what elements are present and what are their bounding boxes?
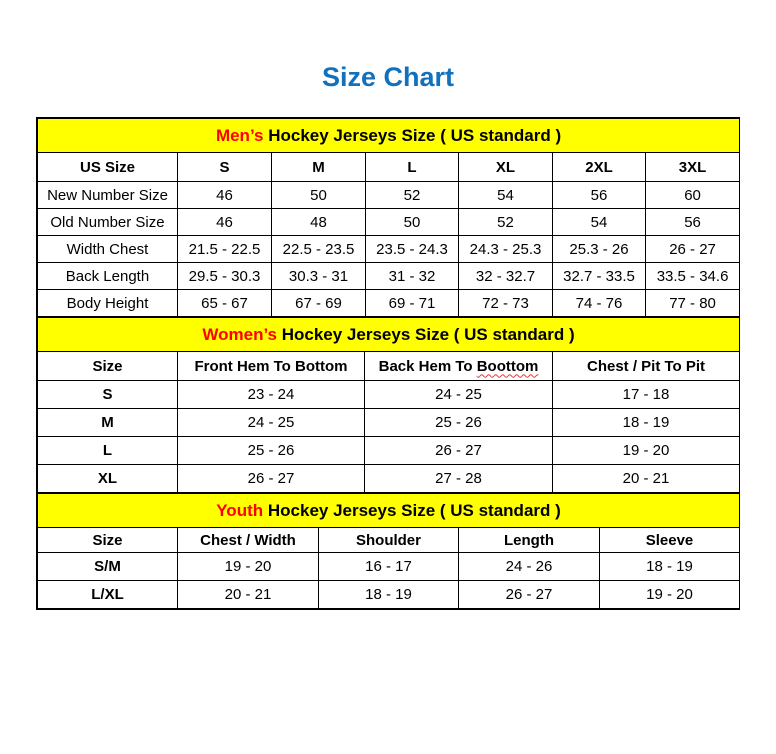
womens-row-label: S — [38, 381, 178, 409]
data-cell: 24 - 26 — [459, 553, 600, 581]
mens-banner-highlight: Men’s — [215, 125, 264, 145]
womens-banner-text: Hockey Jerseys Size ( US standard ) — [281, 324, 575, 344]
data-cell: 65 - 67 — [178, 290, 272, 317]
womens-banner — [38, 318, 740, 352]
data-cell: 22.5 - 23.5 — [272, 236, 366, 263]
data-cell: 24 - 25 — [178, 409, 365, 437]
womens-row-label: M — [38, 409, 178, 437]
youth-banner-row — [38, 494, 740, 528]
data-cell: 52 — [459, 209, 553, 236]
mens-col-header: 3XL — [646, 153, 740, 182]
data-cell: 54 — [459, 182, 553, 209]
data-cell: 46 — [178, 209, 272, 236]
womens-col-header: Front Hem To Bottom — [178, 352, 365, 381]
data-cell: 31 - 32 — [366, 263, 459, 290]
youth-banner — [38, 494, 740, 528]
data-cell: 20 - 21 — [178, 581, 319, 609]
mens-row-label: New Number Size — [38, 182, 178, 209]
data-cell: 23.5 - 24.3 — [366, 236, 459, 263]
womens-col-header — [365, 352, 553, 381]
data-cell: 19 - 20 — [178, 553, 319, 581]
mens-row-label: Body Height — [38, 290, 178, 317]
data-cell: 67 - 69 — [272, 290, 366, 317]
data-cell: 25 - 26 — [365, 409, 553, 437]
mens-banner — [38, 119, 740, 153]
mens-row-label: Width Chest — [38, 236, 178, 263]
data-cell: 74 - 76 — [553, 290, 646, 317]
youth-row-label: S/M — [38, 553, 178, 581]
data-cell: 18 - 19 — [319, 581, 459, 609]
womens-table-row — [38, 409, 740, 437]
mens-col-header: US Size — [38, 153, 178, 182]
data-cell: 19 - 20 — [600, 581, 740, 609]
youth-table-row — [38, 581, 740, 609]
mens-table-row — [38, 236, 740, 263]
data-cell: 25.3 - 26 — [553, 236, 646, 263]
youth-column-header-row — [38, 528, 740, 553]
data-cell: 69 - 71 — [366, 290, 459, 317]
data-cell: 29.5 - 30.3 — [178, 263, 272, 290]
data-cell: 19 - 20 — [553, 437, 740, 465]
data-cell: 26 - 27 — [178, 465, 365, 493]
data-cell: 32.7 - 33.5 — [553, 263, 646, 290]
size-chart-page — [0, 62, 776, 754]
data-cell: 32 - 32.7 — [459, 263, 553, 290]
youth-row-label: L/XL — [38, 581, 178, 609]
data-cell: 26 - 27 — [459, 581, 600, 609]
youth-col-header: Sleeve — [600, 528, 740, 553]
data-cell: 54 — [553, 209, 646, 236]
youth-col-header: Chest / Width — [178, 528, 319, 553]
size-tables-container — [36, 117, 740, 610]
youth-col-header: Length — [459, 528, 600, 553]
youth-size-table — [37, 493, 740, 609]
womens-row-label: XL — [38, 465, 178, 493]
mens-banner-row — [38, 119, 740, 153]
mens-banner-text: Hockey Jerseys Size ( US standard ) — [268, 125, 562, 145]
mens-row-label: Old Number Size — [38, 209, 178, 236]
data-cell: 26 - 27 — [646, 236, 740, 263]
data-cell: 18 - 19 — [600, 553, 740, 581]
womens-table-row — [38, 437, 740, 465]
data-cell: 27 - 28 — [365, 465, 553, 493]
data-cell: 50 — [272, 182, 366, 209]
mens-col-header: XL — [459, 153, 553, 182]
womens-col-header: Size — [38, 352, 178, 381]
youth-col-header: Shoulder — [319, 528, 459, 553]
data-cell: 56 — [646, 209, 740, 236]
data-cell: 33.5 - 34.6 — [646, 263, 740, 290]
data-cell: 17 - 18 — [553, 381, 740, 409]
page-title: Size Chart — [321, 62, 455, 92]
womens-column-header-row — [38, 352, 740, 381]
data-cell: 72 - 73 — [459, 290, 553, 317]
data-cell: 48 — [272, 209, 366, 236]
womens-size-table — [37, 317, 740, 493]
data-cell: 56 — [553, 182, 646, 209]
womens-table-row — [38, 465, 740, 493]
womens-col-header: Chest / Pit To Pit — [553, 352, 740, 381]
data-cell: 21.5 - 22.5 — [178, 236, 272, 263]
mens-table-row — [38, 290, 740, 317]
mens-col-header: L — [366, 153, 459, 182]
data-cell: 77 - 80 — [646, 290, 740, 317]
data-cell: 26 - 27 — [365, 437, 553, 465]
womens-banner-highlight: Women’s — [202, 324, 277, 344]
mens-table-row — [38, 263, 740, 290]
mens-row-label: Back Length — [38, 263, 178, 290]
data-cell: 50 — [366, 209, 459, 236]
youth-table-row — [38, 553, 740, 581]
data-cell: 16 - 17 — [319, 553, 459, 581]
mens-size-table — [37, 118, 740, 317]
misspelled-word: Boottom — [476, 357, 539, 375]
data-cell: 20 - 21 — [553, 465, 740, 493]
data-cell: 18 - 19 — [553, 409, 740, 437]
data-cell: 30.3 - 31 — [272, 263, 366, 290]
mens-table-row — [38, 209, 740, 236]
youth-banner-highlight: Youth — [216, 500, 264, 520]
data-cell: 52 — [366, 182, 459, 209]
youth-banner-text: Hockey Jerseys Size ( US standard ) — [267, 500, 561, 520]
womens-col-header-text: Back Hem To — [378, 357, 473, 375]
mens-table-row — [38, 182, 740, 209]
data-cell: 24 - 25 — [365, 381, 553, 409]
womens-table-row — [38, 381, 740, 409]
data-cell: 60 — [646, 182, 740, 209]
mens-col-header: S — [178, 153, 272, 182]
mens-col-header: M — [272, 153, 366, 182]
mens-column-header-row — [38, 153, 740, 182]
data-cell: 23 - 24 — [178, 381, 365, 409]
youth-col-header: Size — [38, 528, 178, 553]
womens-banner-row — [38, 318, 740, 352]
womens-row-label: L — [38, 437, 178, 465]
data-cell: 46 — [178, 182, 272, 209]
mens-col-header: 2XL — [553, 153, 646, 182]
data-cell: 25 - 26 — [178, 437, 365, 465]
data-cell: 24.3 - 25.3 — [459, 236, 553, 263]
